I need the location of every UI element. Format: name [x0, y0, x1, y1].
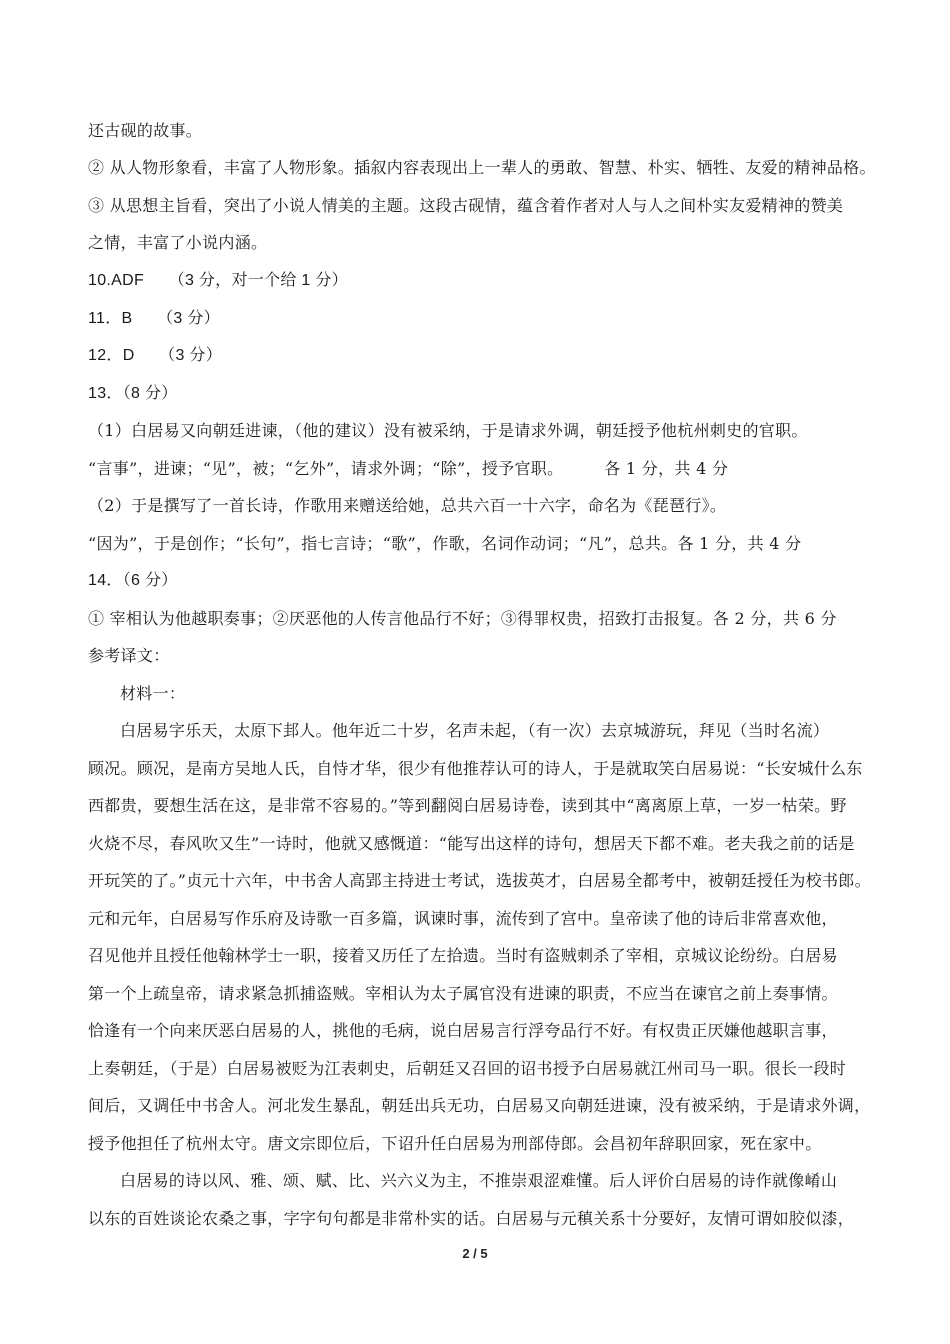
- text-line: 火烧不尽，春风吹又生”一诗时，他就又感慨道：“能写出这样的诗句，想居天下都不难。老夫我之前的话是: [88, 834, 855, 853]
- text-line: 间后，又调任中书舍人。河北发生暴乱，朝廷出兵无功，白居易又向朝廷进谏，没有被采纳，于是请求外调，: [88, 1096, 871, 1115]
- text-line: 以东的百姓谈论农桑之事，字字句句都是非常朴实的话。白居易与元稹关系十分要好，友情可谓如胶似漆，: [88, 1209, 855, 1228]
- text-line: （2）于是撰写了一首长诗，作歌用来赠送给她，总共六百一十六字，命名为《琵琶行》。: [88, 496, 727, 515]
- text-line: 白居易的诗以风、雅、颂、赋、比、兴六义为主，不推崇艰涩难懂。后人评价白居易的诗作就像崤山: [120, 1171, 838, 1190]
- answer-10: 10.ADF （3 分，对一个给 1 分）: [88, 272, 348, 289]
- text-line: 第一个上疏皇帝，请求紧急抓捕盗贼。宰相认为太子属官没有进谏的职责，不应当在谏官之前上奏事情。: [88, 984, 838, 1003]
- text-line: 召见他并且授任他翰林学士一职，接着又历任了左拾遗。当时有盗贼刺杀了宰相，京城议论纷纷。白居易: [88, 946, 838, 965]
- question-13-heading: 13．（8 分）: [88, 385, 178, 402]
- text-line: ① 宰相认为他越职奏事；②厌恶他的人传言他品行不好；③得罪权贵，招致打击报复。各 2 分，共 6 分: [88, 609, 837, 628]
- text-line: “因为”，于是创作；“长句”，指七言诗；“歌”，作歌，名词作动词；“凡”，总共。各 1 分，共 4 分: [88, 534, 802, 553]
- text-line: 元和元年，白居易写作乐府及诗歌一百多篇，讽谏时事，流传到了宫中。皇帝读了他的诗后非常喜欢他，: [88, 909, 838, 928]
- text-line: 白居易字乐天，太原下邽人。他年近二十岁，名声未起，（有一次）去京城游玩，拜见（当时名流）: [120, 721, 830, 740]
- text-line: 授予他担任了杭州太守。唐文宗即位后，下诏升任白居易为刑部侍郎。会昌初年辞职回家，死在家中。: [88, 1134, 822, 1153]
- text-line: ② 从人物形象看，丰富了人物形象。插叙内容表现出上一辈人的勇敢、智慧、朴实、牺牲、友爱的精神品格。: [88, 158, 876, 177]
- text-line: 恰逢有一个向来厌恶白居易的人，挑他的毛病，说白居易言行浮夸品行不好。有权贵正厌嫌他越职言事，: [88, 1021, 838, 1040]
- material-heading: 材料一：: [120, 684, 186, 703]
- text-line: ③ 从思想主旨看，突出了小说人情美的主题。这段古砚情，蕴含着作者对人与人之间朴实友爱精神的赞美: [88, 196, 844, 215]
- answer-11: 11．B （3 分）: [88, 310, 220, 327]
- answer-12: 12．D （3 分）: [88, 347, 222, 364]
- section-heading: 参考译文：: [88, 646, 170, 665]
- text-line: “言事”，进谏；“见”，被；“乞外”，请求外调；“除”，授予官职。 各 1 分，共 4 分: [88, 459, 729, 478]
- text-line: 之情，丰富了小说内涵。: [88, 233, 268, 252]
- text-line: 顾况。顾况，是南方吴地人氏，自恃才华，很少有他推荐认可的诗人，于是就取笑白居易说：“长安城什么东: [88, 759, 863, 778]
- text-line: 上奏朝廷，（于是）白居易被贬为江表刺史，后朝廷又召回的诏书授予白居易就江州司马一职。很长一段时: [88, 1059, 847, 1078]
- text-line: 还古砚的故事。: [88, 121, 203, 140]
- text-line: 开玩笑的了。”贞元十六年，中书舍人高郢主持进士考试，选拔英才，白居易全都考中，被朝廷授任为校书郎。: [88, 871, 871, 890]
- text-line: 西都贵，要想生活在这，是非常不容易的。”等到翻阅白居易诗卷，读到其中“离离原上草，一岁一枯荣。野: [88, 796, 847, 815]
- text-line: （1）白居易又向朝廷进谏，（他的建议）没有被采纳，于是请求外调，朝廷授予他杭州刺史的官职。: [88, 421, 808, 440]
- question-14-heading: 14．（6 分）: [88, 572, 178, 589]
- page-number: 2 / 5: [462, 1246, 488, 1261]
